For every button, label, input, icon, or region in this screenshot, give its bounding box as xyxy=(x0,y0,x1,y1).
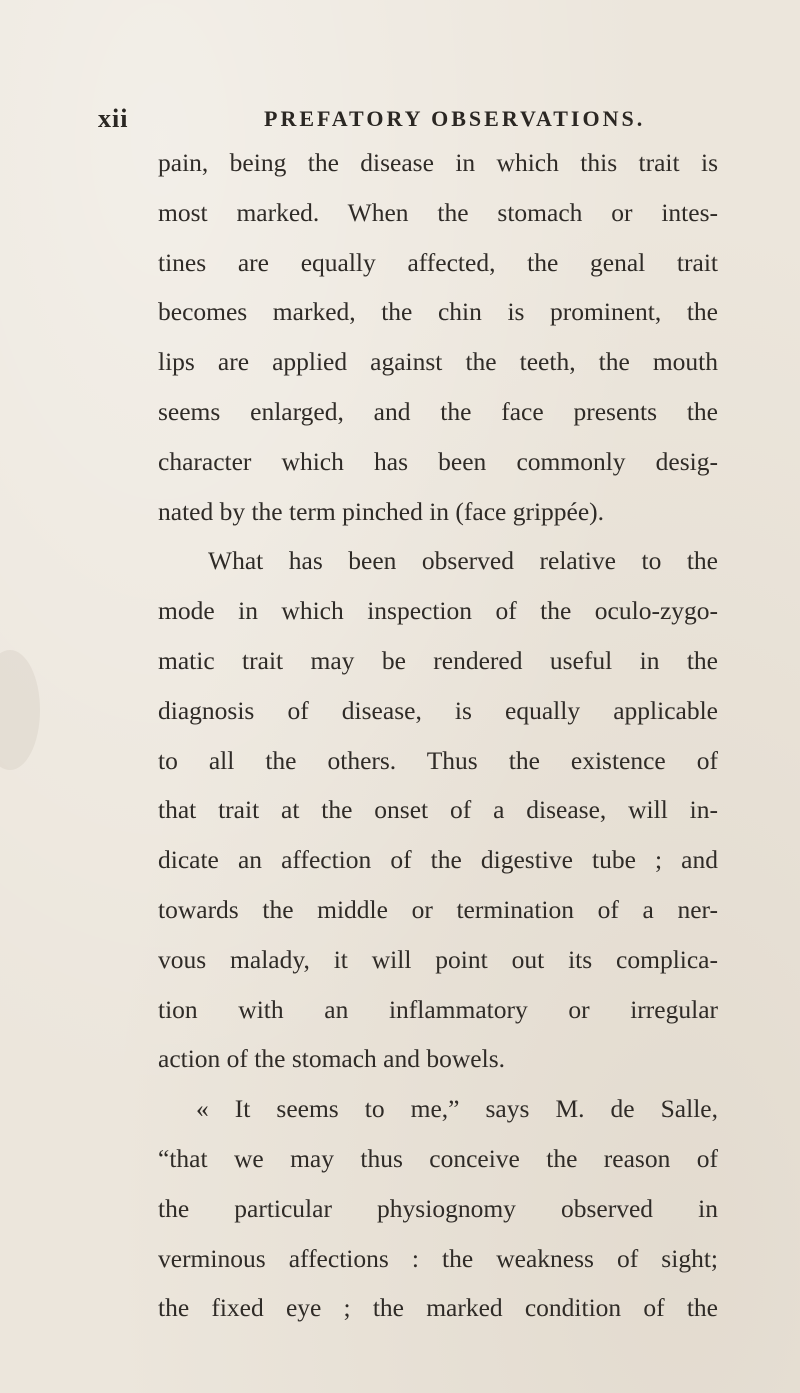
text-line: pain, being the disease in which this trait is xyxy=(158,148,718,177)
text-line: lips are applied against the teeth, the mouth xyxy=(158,347,718,377)
text-line: verminous affections : the weakness of sight; xyxy=(158,1243,718,1273)
text-line: vous malady, it will point out its complica- xyxy=(158,944,718,974)
text-line: tion with an inflammatory or irregular xyxy=(158,994,718,1024)
page-number: xii xyxy=(98,104,129,133)
text-line: mode in which inspection of the oculo-zygo- xyxy=(158,596,718,626)
text-line: the fixed eye ; the marked condition of the xyxy=(158,1293,718,1323)
text-line: tines are equally affected, the genal trait xyxy=(158,247,718,277)
text-line: that trait at the onset of a disease, will in- xyxy=(158,795,718,825)
text-line: towards the middle or termination of a ner- xyxy=(158,894,718,924)
text-line: seems enlarged, and the face presents the xyxy=(158,396,718,426)
body-text xyxy=(158,138,718,1333)
text-line: to all the others. Thus the existence of xyxy=(158,745,718,775)
text-line: character which has been commonly desig- xyxy=(158,446,718,476)
text-line: “that we may thus conceive the reason of xyxy=(158,1143,718,1173)
text-line: becomes marked, the chin is prominent, the xyxy=(158,297,718,327)
text-line: dicate an affection of the digestive tube ; and xyxy=(158,845,718,875)
running-head: PREFATORY OBSERVATIONS. xyxy=(264,106,646,131)
text-line: nated by the term pinched in (face grippée). xyxy=(158,496,605,526)
text-line: most marked. When the stomach or intes- xyxy=(158,197,718,227)
text-line: « It seems to me,” says M. de Salle, xyxy=(196,1094,718,1124)
page-stain xyxy=(0,650,40,770)
text-line: the particular physiognomy observed in xyxy=(158,1193,718,1223)
text-line: action of the stomach and bowels. xyxy=(158,1044,505,1074)
text-line: What has been observed relative to the xyxy=(208,546,718,576)
text-line: diagnosis of disease, is equally applicable xyxy=(158,695,718,725)
text-line: matic trait may be rendered useful in the xyxy=(158,645,718,675)
